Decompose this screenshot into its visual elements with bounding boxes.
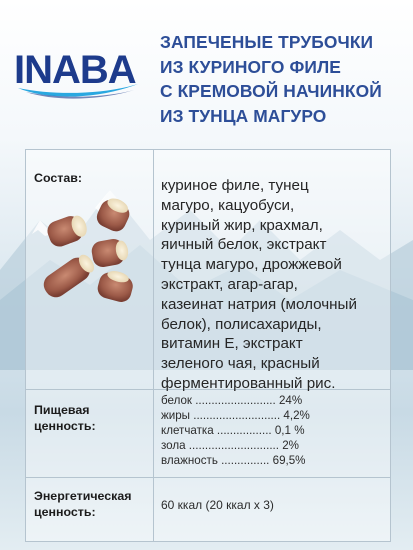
composition-line: зеленого чая, красный bbox=[161, 355, 320, 373]
composition-line: тунца магуро, дрожжевой bbox=[161, 256, 342, 274]
composition-line: магуро, кацуобуси, bbox=[161, 196, 295, 214]
energy-label bbox=[34, 488, 131, 520]
energy-value: 60 ккал (20 ккал х 3) bbox=[161, 498, 274, 512]
composition-row bbox=[26, 150, 390, 390]
composition-line: белок), полисахариды, bbox=[161, 315, 322, 333]
title-line: ЗАПЕЧЕНЫЕ ТРУБОЧКИ bbox=[160, 32, 374, 52]
nutrition-fat: жиры ........................... 4,2% bbox=[161, 409, 310, 422]
header bbox=[0, 0, 413, 145]
nutrition-label bbox=[34, 402, 96, 434]
energy-label-line: ценность: bbox=[34, 505, 96, 519]
energy-value-cell bbox=[155, 478, 390, 541]
logo-swoosh-icon bbox=[16, 80, 140, 102]
composition-text bbox=[161, 176, 391, 394]
logo-text: INABA bbox=[14, 48, 136, 92]
nutrition-protein: белок ......................... 24% bbox=[161, 394, 303, 407]
nutrition-ash: зола ............................ 2% bbox=[161, 439, 299, 452]
composition-line: казеинат натрия (молочный bbox=[161, 295, 357, 313]
nutrition-fiber: клетчатка ................. 0,1 % bbox=[161, 424, 305, 437]
energy-label-cell bbox=[26, 478, 154, 541]
composition-label: Состав: bbox=[34, 171, 82, 185]
nutrition-label-line: ценность: bbox=[34, 419, 96, 433]
composition-line: куриный жир, крахмал, bbox=[161, 216, 323, 234]
title-line: ИЗ КУРИНОГО ФИЛЕ bbox=[160, 56, 342, 77]
nutrition-moisture: влажность ............... 69,5% bbox=[161, 454, 306, 467]
info-table bbox=[25, 149, 391, 542]
composition-line: витамин Е, экстракт bbox=[161, 335, 303, 353]
composition-label-cell bbox=[26, 150, 154, 389]
product-title bbox=[160, 30, 408, 128]
composition-line: экстракт, агар-агар, bbox=[161, 275, 298, 293]
nutrition-row bbox=[26, 390, 390, 478]
title-line: С КРЕМОВОЙ НАЧИНКОЙ bbox=[160, 81, 382, 101]
nutrition-value-cell bbox=[155, 390, 390, 477]
nutrition-label-line: Пищевая bbox=[34, 403, 90, 417]
composition-line: куриное филе, тунец bbox=[161, 177, 309, 194]
composition-line: яичный белок, экстракт bbox=[161, 236, 327, 254]
inaba-logo bbox=[14, 44, 140, 102]
composition-value-cell bbox=[155, 150, 390, 392]
composition-line: ферментированный рис. bbox=[161, 374, 336, 392]
energy-row bbox=[26, 478, 390, 541]
nutrition-label-cell bbox=[26, 390, 154, 477]
title-line: ИЗ ТУНЦА МАГУРО bbox=[160, 105, 327, 126]
energy-label-line: Энергетическая bbox=[34, 489, 132, 503]
product-image bbox=[36, 196, 146, 308]
